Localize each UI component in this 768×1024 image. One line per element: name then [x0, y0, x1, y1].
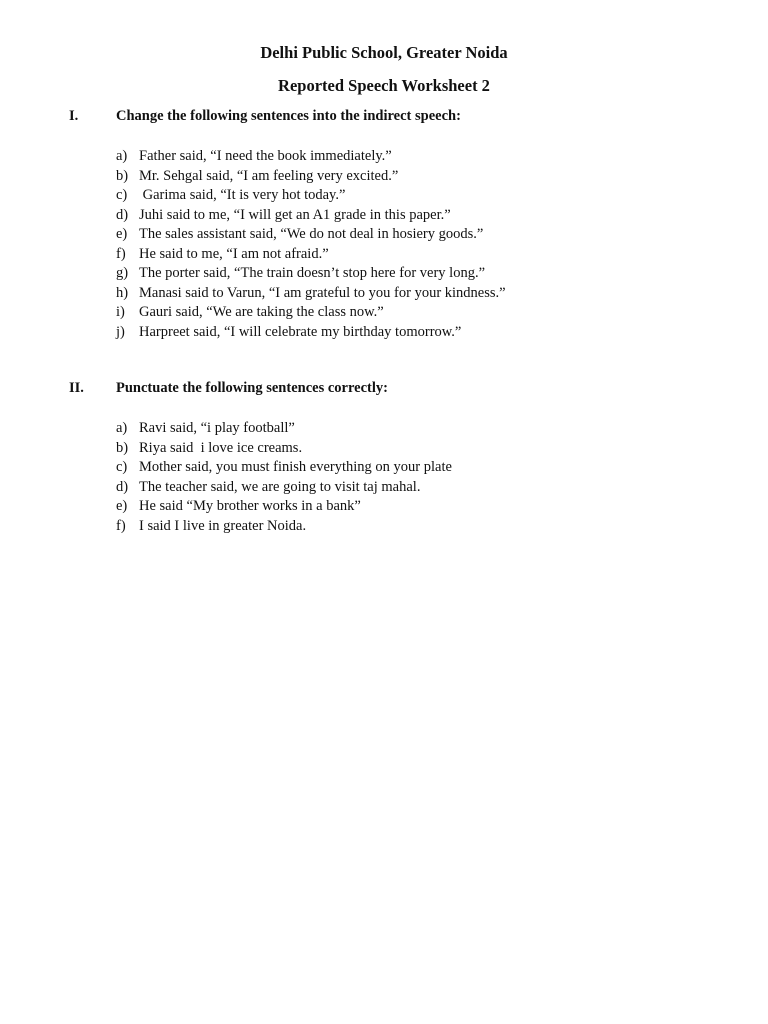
exercise-item [116, 303, 506, 323]
worksheet-title: Reported Speech Worksheet 2 [278, 76, 490, 95]
school-name: Delhi Public School, Greater Noida [260, 43, 508, 62]
item-text: Harpreet said, “I will celebrate my birthday tomorrow.” [139, 323, 462, 340]
item-text: Ravi said, “i play football” [139, 420, 295, 436]
exercise-item [116, 323, 506, 343]
item-text: The porter said, “The train doesn’t stop here for very long.” [139, 265, 486, 281]
item-text: Riya said i love ice creams. [139, 439, 303, 456]
item-letter: a) [116, 420, 128, 436]
exercise-item [116, 186, 506, 206]
item-letter: b) [116, 439, 129, 456]
section-heading [69, 380, 388, 397]
exercise-list [116, 147, 506, 342]
exercise-item [116, 419, 452, 439]
section-instruction: Change the following sentences into the indirect speech: [116, 108, 461, 124]
section-number: I. [69, 108, 79, 124]
exercise-item [116, 206, 506, 226]
exercise-item [116, 439, 452, 459]
item-text: I said I live in greater Noida. [139, 517, 307, 534]
item-text: Mother said, you must finish everything on your plate [139, 459, 452, 475]
item-text: He said “My brother works in a bank” [139, 498, 361, 514]
exercise-item [116, 284, 506, 304]
item-letter: e) [116, 498, 128, 514]
exercise-item [116, 497, 452, 517]
section-instruction: Punctuate the following sentences correctly: [116, 380, 388, 396]
item-text: Garima said, “It is very hot today.” [139, 187, 346, 203]
item-text: The teacher said, we are going to visit taj mahal. [139, 478, 421, 495]
exercise-item [116, 245, 506, 265]
exercise-item [116, 517, 452, 537]
exercise-item [116, 478, 452, 498]
item-text: Father said, “I need the book immediately.” [139, 148, 392, 164]
exercise-item [116, 167, 506, 187]
item-letter: c) [116, 187, 128, 203]
item-letter: c) [116, 459, 128, 475]
item-text: Gauri said, “We are taking the class now.” [139, 304, 384, 320]
item-letter: j) [116, 323, 125, 340]
item-letter: e) [116, 226, 128, 242]
exercise-item [116, 458, 452, 478]
item-letter: i) [116, 304, 125, 320]
item-text: He said to me, “I am not afraid.” [139, 245, 329, 262]
item-letter: g) [116, 265, 129, 281]
item-text: Mr. Sehgal said, “I am feeling very excited.” [139, 167, 399, 184]
item-text: Juhi said to me, “I will get an A1 grade in this paper.” [139, 206, 451, 223]
item-text: Manasi said to Varun, “I am grateful to you for your kindness.” [139, 284, 506, 301]
item-letter: b) [116, 167, 129, 184]
item-letter: a) [116, 148, 128, 164]
exercise-item [116, 225, 506, 245]
exercise-list [116, 419, 452, 536]
item-letter: d) [116, 206, 129, 223]
item-letter: h) [116, 284, 129, 301]
item-text: The sales assistant said, “We do not deal in hosiery goods.” [139, 226, 484, 242]
exercise-item [116, 264, 506, 284]
section-number: II. [69, 380, 84, 396]
item-letter: f) [116, 245, 126, 262]
item-letter: d) [116, 478, 129, 495]
exercise-item [116, 147, 506, 167]
item-letter: f) [116, 517, 126, 534]
section-heading [69, 108, 461, 125]
